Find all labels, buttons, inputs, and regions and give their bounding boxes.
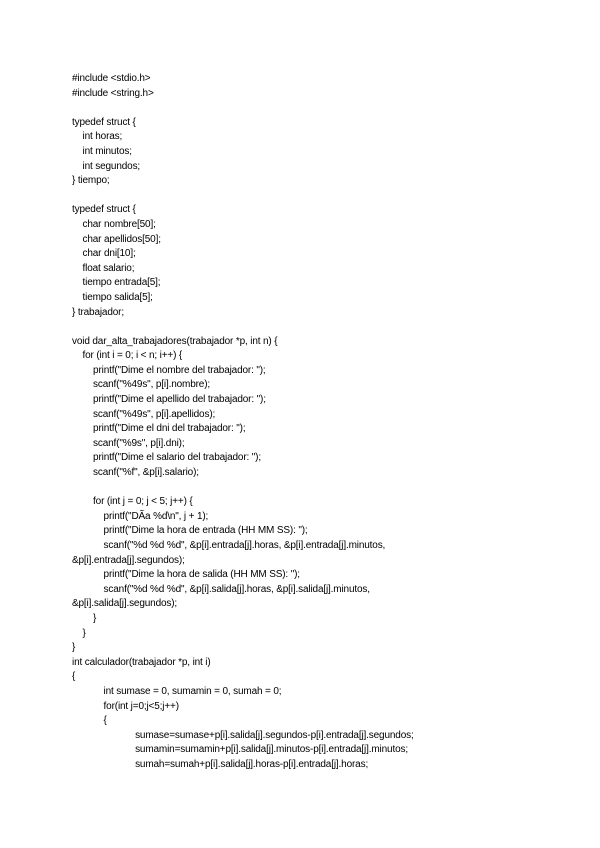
code-line: sumase=sumase+p[i].salida[j].segundos-p[i].entrada[j].segundos;	[72, 729, 414, 741]
code-line: scanf("%49s", p[i].apellidos);	[72, 408, 216, 420]
code-line: for (int j = 0; j < 5; j++) {	[72, 496, 193, 508]
code-line: char nombre[50];	[72, 218, 156, 230]
code-line: printf("Dime el apellido del trabajador: ");	[72, 394, 266, 406]
code-line	[72, 189, 572, 204]
code-line: float salario;	[72, 262, 135, 274]
code-line: #include <stdio.h>	[72, 73, 151, 84]
code-line: scanf("%49s", p[i].nombre);	[72, 379, 211, 391]
code-line: } tiempo;	[72, 175, 110, 187]
code-line: int calculador(trabajador *p, int i)	[72, 656, 211, 668]
code-line: int minutos;	[72, 145, 132, 157]
code-line: sumah=sumah+p[i].salida[j].horas-p[i].entrada[j].horas;	[72, 758, 369, 770]
code-line: &p[i].entrada[j].segundos);	[72, 554, 185, 566]
code-line: {	[72, 715, 107, 727]
code-line: }	[72, 612, 97, 624]
code-line: typedef struct {	[72, 116, 136, 128]
code-line: void dar_alta_trabajadores(trabajador *p, int n) {	[72, 335, 278, 347]
code-line: int sumase = 0, sumamin = 0, sumah = 0;	[72, 685, 282, 697]
code-line: printf("DÃa %d\n", j + 1);	[72, 510, 209, 522]
code-line: scanf("%f", &p[i].salario);	[72, 467, 199, 479]
code-line	[72, 481, 572, 496]
code-line: for (int i = 0; i < n; i++) {	[72, 350, 183, 362]
code-line: scanf("%d %d %d", &p[i].salida[j].horas, &p[i].salida[j].minutos,	[72, 583, 370, 595]
code-line: printf("Dime el nombre del trabajador: ");	[72, 364, 266, 376]
code-line: } trabajador;	[72, 306, 124, 318]
code-line: &p[i].salida[j].segundos);	[72, 598, 178, 610]
code-line: int horas;	[72, 131, 123, 143]
code-line: int segundos;	[72, 160, 141, 172]
code-line: #include <string.h>	[72, 87, 154, 99]
code-line: char dni[10];	[72, 248, 136, 260]
code-line: sumamin=sumamin+p[i].salida[j].minutos-p[i].entrada[j].minutos;	[72, 744, 408, 756]
code-line: {	[72, 671, 76, 683]
code-line: }	[72, 642, 76, 654]
code-line: typedef struct {	[72, 204, 136, 216]
code-line	[72, 101, 572, 116]
code-line: }	[72, 627, 86, 639]
code-line: char apellidos[50];	[72, 233, 161, 245]
code-line: scanf("%9s", p[i].dni);	[72, 437, 185, 449]
code-line	[72, 320, 572, 335]
code-line: scanf("%d %d %d", &p[i].entrada[j].horas, &p[i].entrada[j].minutos,	[72, 540, 386, 551]
code-line: tiempo entrada[5];	[72, 277, 161, 289]
code-listing	[72, 72, 572, 773]
code-line: printf("Dime el dni del trabajador: ");	[72, 423, 246, 435]
code-line: printf("Dime la hora de salida (HH MM SS): ");	[72, 569, 300, 581]
code-line: printf("Dime el salario del trabajador: ");	[72, 452, 261, 464]
code-line: for(int j=0;j<5;j++)	[72, 700, 179, 712]
code-line: tiempo salida[5];	[72, 291, 153, 303]
code-line: printf("Dime la hora de entrada (HH MM SS): ");	[72, 525, 308, 537]
